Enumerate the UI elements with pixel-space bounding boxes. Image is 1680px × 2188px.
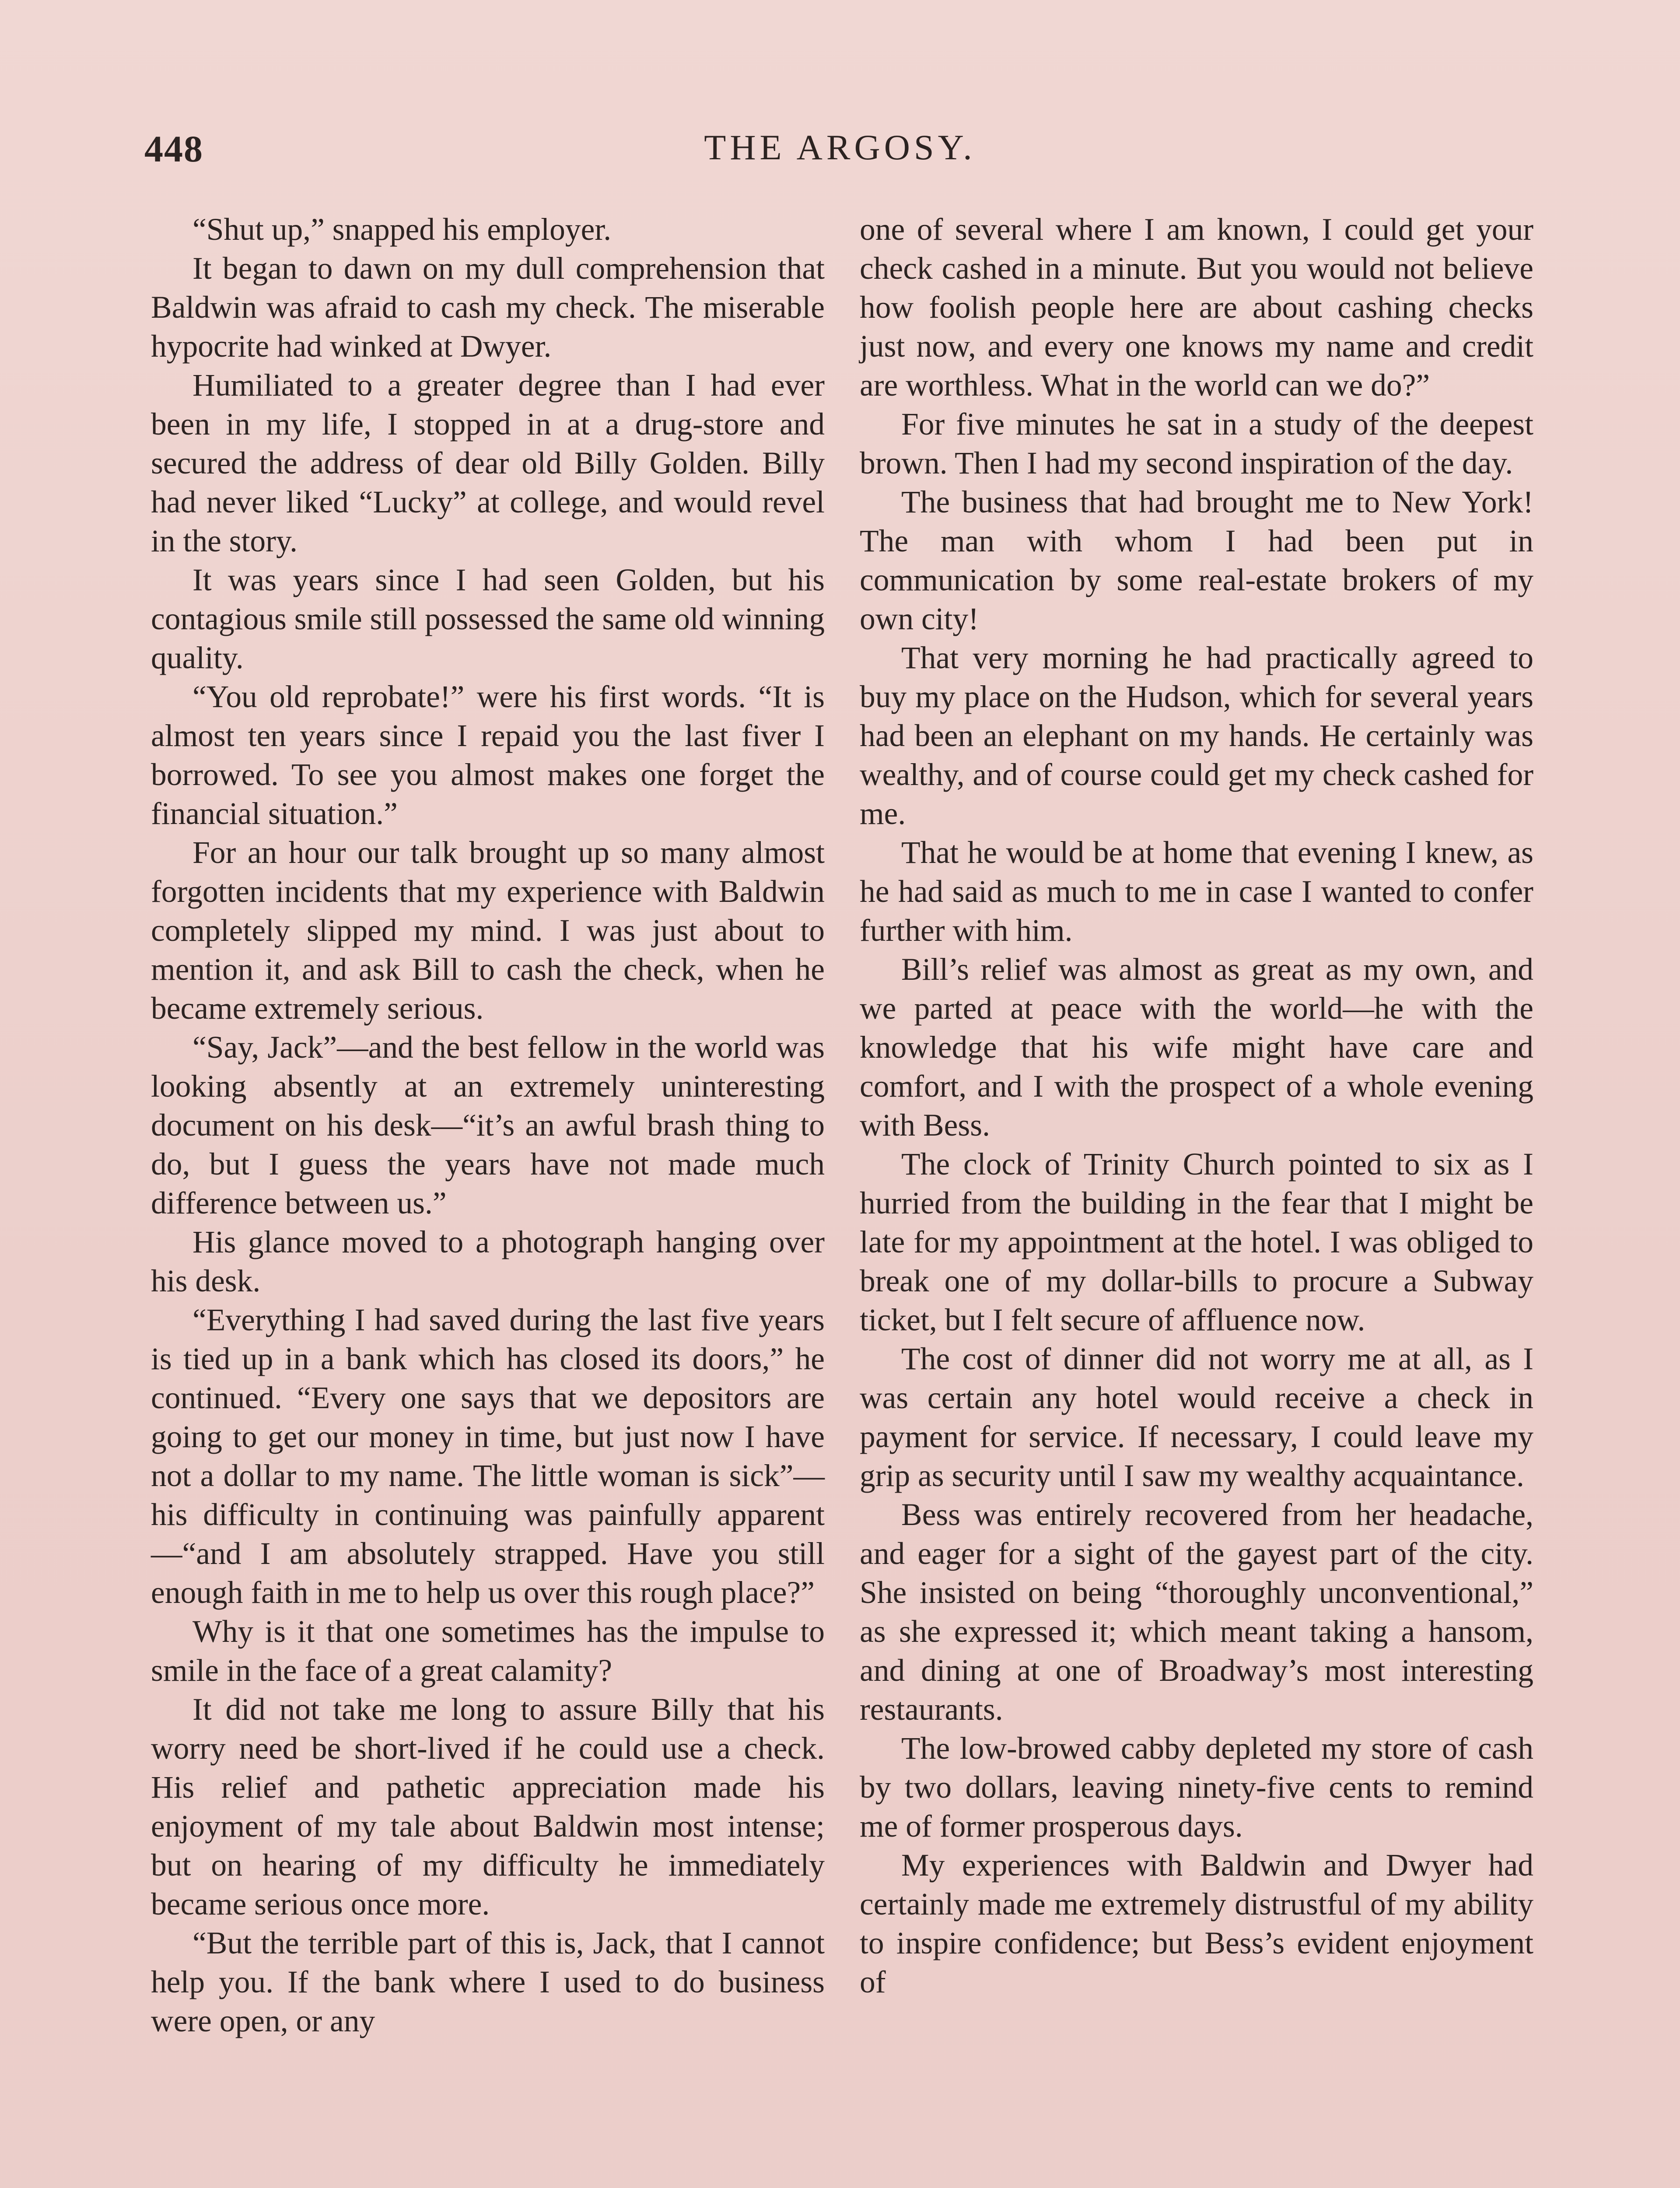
paragraph: The business that had brought me to New York! The man with whom I had been put in communication by some real-estate brokers of my own city! xyxy=(860,485,1533,636)
paragraph: Why is it that one sometimes has the impulse to smile in the face of a great calamity? xyxy=(151,1614,825,1688)
paragraph: My experiences with Baldwin and Dwyer had certainly made me extremely distrustful of my ability to inspire confidence; but Bess’s evident enjoyment of xyxy=(860,1848,1533,1999)
paragraph: It began to dawn on my dull comprehension that Baldwin was afraid to cash my check. The miserable hypocrite had winked at Dwyer. xyxy=(151,251,825,364)
paragraph: For five minutes he sat in a study of the deepest brown. Then I had my second inspiration of the day. xyxy=(860,407,1533,480)
paragraph: “You old reprobate!” were his first words. “It is almost ten years since I repaid you the last fiver I borrowed. To see you almost makes one forget the financial situation.” xyxy=(151,680,825,831)
paragraph: Bill’s relief was almost as great as my own, and we parted at peace with the world—he with the knowledge that his wife might have care and comfort, and I with the prospect of a whole evening with Bess. xyxy=(860,952,1533,1143)
paragraph: That very morning he had practically agreed to buy my place on the Hudson, which for several years had been an elephant on my hands. He certainly was wealthy, and of course could get my check cashed for me. xyxy=(860,641,1533,831)
paragraph: Humiliated to a greater degree than I had ever been in my life, I stopped in at a drug-store and secured the address of dear old Billy Golden. Billy had never liked “Lucky” at college, and would revel in the story. xyxy=(151,368,825,558)
paragraph: That he would be at home that evening I knew, as he had said as much to me in case I wanted to confer further with him. xyxy=(860,835,1533,948)
running-title: THE ARGOSY. xyxy=(704,127,976,167)
paragraph: Bess was entirely recovered from her headache, and eager for a sight of the gayest part of the city. She insisted on being “thoroughly unconventional,” as she expressed it; which meant taking a hansom, and dining at one of Broadway’s most interesting restaurants. xyxy=(860,1497,1533,1727)
paragraph: It was years since I had seen Golden, but his contagious smile still possessed the same old winning quality. xyxy=(151,563,825,675)
paragraph-continuation: one of several where I am known, I could get your check cashed in a minute. But you would not believe how foolish people here are about cashing checks just now, and every one knows my name and credit are worthless. What in the world can we do?” xyxy=(860,212,1533,403)
page-number: 448 xyxy=(144,128,203,170)
paragraph: His glance moved to a photograph hanging over his desk. xyxy=(151,1225,825,1298)
paragraph: The low-browed cabby depleted my store of cash by two dollars, leaving ninety-five cents to remind me of former prosperous days. xyxy=(860,1731,1533,1844)
right-column xyxy=(860,210,1533,2188)
paragraph: It did not take me long to assure Billy that his worry need be short-lived if he could use a check. His relief and pathetic appreciation made his enjoyment of my tale about Baldwin most intense; but on hearing of my difficulty he immediately became serious once more. xyxy=(151,1692,825,1922)
paragraph: The clock of Trinity Church pointed to six as I hurried from the building in the fear that I might be late for my appointment at the hotel. I was obliged to break one of my dollar-bills to procure a Subway ticket, but I felt secure of affluence now. xyxy=(860,1147,1533,1337)
paragraph: “But the terrible part of this is, Jack, that I cannot help you. If the bank where I used to do business were open, or any xyxy=(151,1926,825,2038)
page-header xyxy=(0,127,1680,188)
paragraph: “Everything I had saved during the last five years is tied up in a bank which has closed its doors,” he continued. “Every one says that we depositors are going to get our money in time, but just now I have not a dollar to my name. The little woman is sick”—his difficulty in continuing was painfully apparent—“and I am absolutely strapped. Have you still enough faith in me to help us over this rough place?” xyxy=(151,1303,825,1610)
paragraph: The cost of dinner did not worry me at all, as I was certain any hotel would receive a check in payment for service. If necessary, I could leave my grip as security until I saw my wealthy acquaintance. xyxy=(860,1342,1533,1493)
left-column xyxy=(151,210,825,2188)
paragraph: For an hour our talk brought up so many almost forgotten incidents that my experience with Baldwin completely slipped my mind. I was just about to mention it, and ask Bill to cash the check, when he became extremely serious. xyxy=(151,835,825,1026)
paragraph: “Shut up,” snapped his employer. xyxy=(192,212,612,247)
paragraph: “Say, Jack”—and the best fellow in the world was looking absently at an extremely uninteresting document on his desk—“it’s an awful brash thing to do, but I guess the years have not made much difference between us.” xyxy=(151,1030,825,1220)
